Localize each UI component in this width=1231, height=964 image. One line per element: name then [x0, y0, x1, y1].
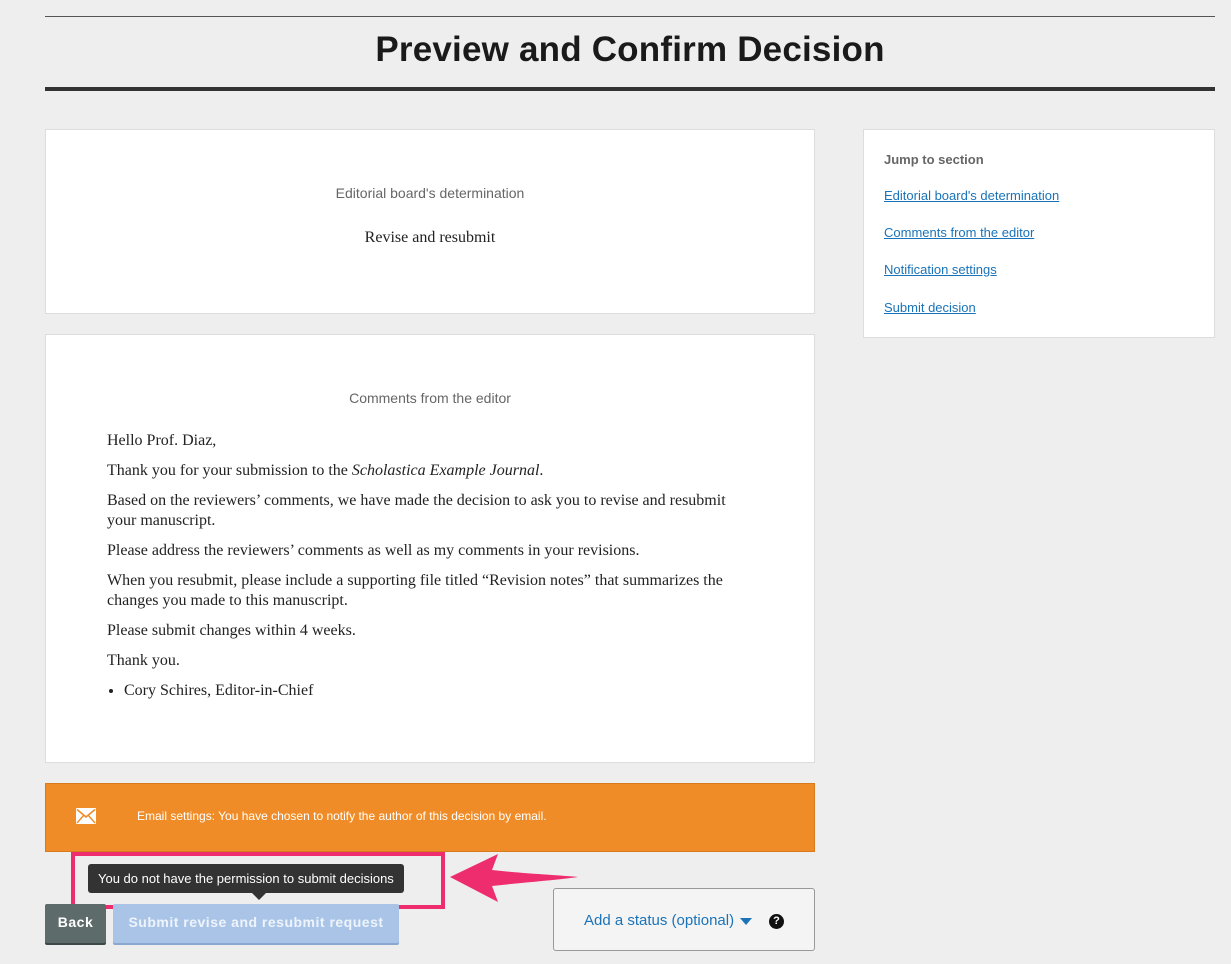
comment-body [107, 431, 757, 701]
add-status-label: Add a status (optional) [584, 912, 735, 929]
comment-signature: • Cory Schires, Editor-in-Chief [124, 681, 757, 701]
add-status-dropdown[interactable] [584, 912, 752, 929]
tooltip-caret [252, 893, 266, 900]
back-button[interactable]: Back [45, 904, 106, 943]
submit-decision-button[interactable]: Submit revise and resubmit request [113, 904, 399, 943]
determination-card [45, 129, 815, 314]
email-settings-text: Email settings: You have chosen to notify the author of this decision by email. [137, 809, 547, 823]
comment-thanks [107, 461, 757, 481]
jump-link-notification-settings[interactable]: Notification settings [884, 262, 997, 277]
caret-down-icon [740, 918, 752, 925]
comment-thanks-suffix: . [539, 462, 544, 479]
page-title: Preview and Confirm Decision [375, 30, 885, 69]
email-settings-banner [45, 783, 815, 852]
comment-thanks-prefix: Thank you for your submission to the [107, 462, 352, 479]
permission-tooltip: You do not have the permission to submit decisions [88, 864, 404, 893]
comments-label: Comments from the editor [349, 390, 511, 406]
determination-value: Revise and resubmit [364, 229, 496, 246]
help-icon[interactable]: ? [769, 914, 784, 929]
jump-to-section-panel [863, 129, 1215, 338]
comment-deadline-paragraph: Please submit changes within 4 weeks. [107, 622, 356, 639]
comment-decision-paragraph: Based on the reviewers’ comments, we have made the decision to ask you to revise and resubmit your manuscript. [107, 492, 726, 529]
status-panel [553, 888, 815, 951]
title-top-rule [45, 16, 1215, 17]
comment-notes-paragraph: When you resubmit, please include a supporting file titled “Revision notes” that summarizes the changes you made to this manuscript. [107, 572, 723, 609]
comment-address-paragraph: Please address the reviewers’ comments as well as my comments in your revisions. [107, 542, 640, 559]
comments-card [45, 334, 815, 763]
comment-closing: Thank you. [107, 652, 180, 669]
signature-list [107, 681, 757, 701]
comment-greeting: Hello Prof. Diaz, [107, 432, 217, 449]
jump-to-section-heading: Jump to section [884, 152, 984, 167]
journal-name: Scholastica Example Journal [351, 462, 540, 479]
determination-label: Editorial board's determination [335, 185, 525, 201]
title-bottom-rule [45, 87, 1215, 91]
jump-link-comments[interactable]: Comments from the editor [884, 225, 1035, 240]
envelope-icon [76, 808, 96, 824]
jump-link-submit-decision[interactable]: Submit decision [884, 300, 976, 315]
jump-link-determination[interactable]: Editorial board's determination [884, 188, 1060, 203]
